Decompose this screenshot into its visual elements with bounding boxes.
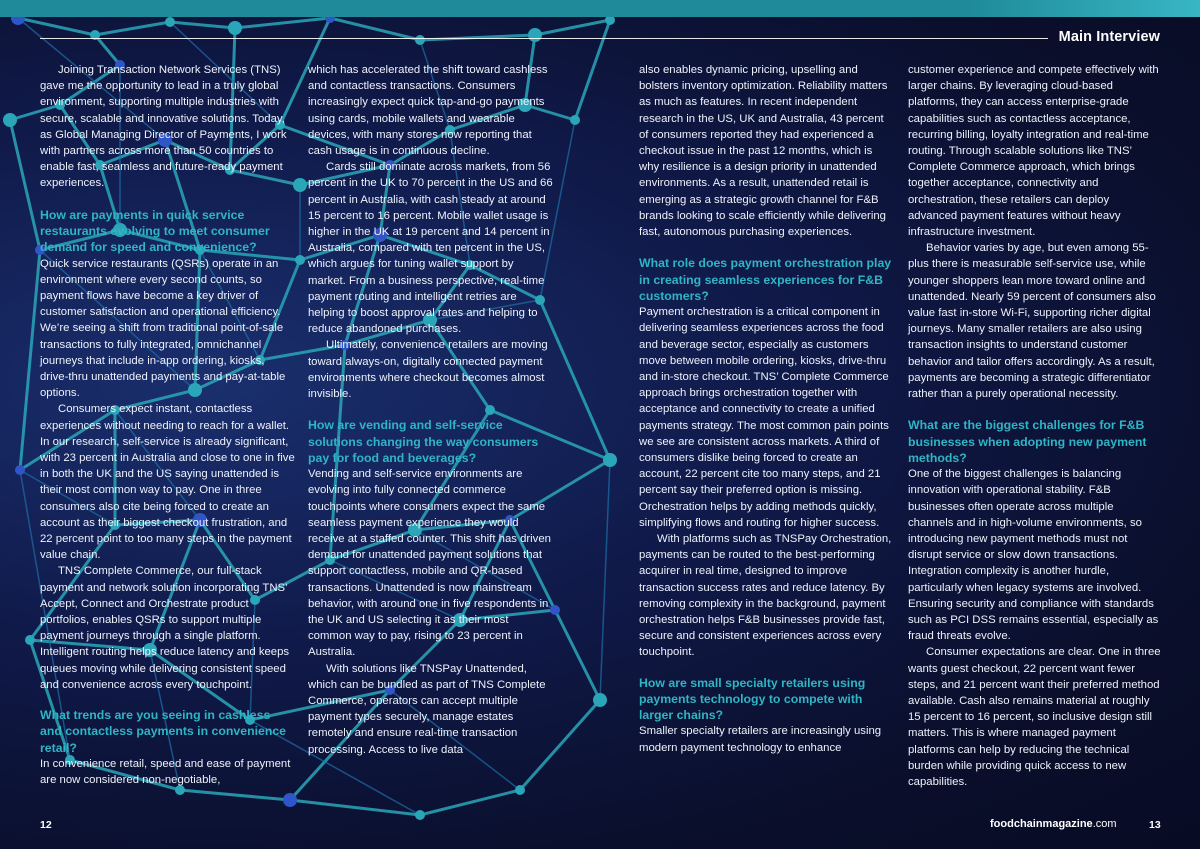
network-link [555,610,600,700]
column-4 [908,62,1161,790]
site-url-name: foodchainmagazine [990,818,1093,830]
body-paragraph: Behavior varies by age, but even among 55-plus there is measurable self-service use, while younger shoppers lean more toward online and unattended. Nearly 59 percent of consumers also value fast in-store Wi-Fi, supporting richer digital journeys. Many smaller retailers are also using transaction insights to understand customer behavior and tailor offers accordingly. As a result, payments are becoming a strategic differentiator rather than a purely operational necessity. [908,242,1156,401]
network-link [575,20,610,120]
body-paragraph: With platforms such as TNSPay Orchestration, payments can be routed to the best-performing acquirer in real time, designed to improve transaction success rates and reduce latency. By removing complexity in the background, payment orchestration helps F&B businesses provide fast, secure and consistent experiences across every touchpoint. [639,532,892,659]
top-accent-bar-highlight [970,0,1200,17]
body-paragraph: Joining Transaction Network Services (TNS) gave me the opportunity to lead in a truly global environment, supporting multiple industries with secure, scalable and innovative solutions. Today, as Global Managing Director of Payments, I work with partners across more than 50 countries to enable fast, seamless and future-ready payment experiences. [40,64,287,190]
network-node [25,635,35,645]
body-paragraph: Quick service restaurants (QSRs) operate in an environment where every second counts, so payment flows have become a key driver of customer satisfaction and operational efficiency. We’re seeing a shift from traditional point-of-sale transactions to fully integrated, omnichannel journeys that include in-app ordering, kiosks, drive-thru unattended payments and pay-at-table options. [40,257,286,400]
network-node [528,28,542,42]
network-node [293,178,307,192]
body-paragraph: also enables dynamic pricing, upselling and bolsters inventory optimization. Reliability matters as much as features. In recent independent research in the US, UK and Australia, 43 percent of consumers reported they had experienced a checkout issue in the past 12 months, which is why resilience is a design priority in unattended environments. As a result, unattended retail is emerging as a strategic growth channel for F&B brands looking to scale efficiently while delivering fast, autonomous purchasing experiences. [639,64,888,239]
network-node [228,21,242,35]
body-paragraph: Consumer expectations are clear. One in three wants guest checkout, 22 percent want fewer steps, and 21 percent want their preferred method available. Cash also remains material at roughly 15 percent to 16 percent, so inclusive design still matters. This is where managed payment platforms can help by reducing the technical burden while providing quick access to new capabilities. [908,646,1161,789]
network-link [600,460,610,700]
body-paragraph: In convenience retail, speed and ease of payment are now considered non-negotiable, [40,757,291,787]
network-node [165,17,175,27]
network-link [95,35,120,65]
network-link [235,18,330,28]
header-divider [40,38,1048,39]
body-paragraph: customer experience and compete effectively with larger chains. By leveraging cloud-based platforms, they can access enterprise-grade capabilities such as contactless acceptance, recurring billing, loyalty integration and real-time routing. Through scalable solutions like TNS’ Complete Commerce approach, which brings together acceptance, connectivity and orchestration, these retailers can deploy advanced payment features without heavy infrastructure investment. [908,64,1159,239]
section-label: Main Interview [1058,29,1160,45]
network-link [18,18,95,35]
question-heading: What trends are you seeing in cashless and contactless payments in convenience retail? [40,708,287,755]
network-node [295,255,305,265]
body-paragraph: With solutions like TNSPay Unattended, which can be bundled as part of TNS Complete Commerce, operators can accept multiple payment types securely, manage estates remotely and ensure real-time transaction processing. Access to live data [308,662,546,756]
network-node [515,785,525,795]
network-link [170,22,235,28]
network-node [570,115,580,125]
network-link [330,18,420,40]
network-node [283,793,297,807]
question-heading: What role does payment orchestration play in creating seamless experiences for F&B customers? [639,256,892,303]
body-paragraph: Smaller specialty retailers are increasingly using modern payment technology to enhance [639,725,882,754]
body-paragraph: Ultimately, convenience retailers are moving toward always-on, digitally connected payment environments where checkout becomes almost invisible. [308,339,548,401]
page-number-right: 13 [1149,819,1161,831]
network-link [420,790,520,815]
network-link [95,22,170,35]
network-node [593,693,607,707]
site-url [990,818,1117,830]
network-link [20,250,40,470]
question-heading: How are payments in quick service restaurants evolving to meet consumer demand for speed and convenience? [40,207,270,255]
network-link [10,120,40,250]
body-paragraph: TNS Complete Commerce, our full-stack payment and network solution incorporating TNS’ Accept, Connect and Orchestrate product portfolios, enables QSRs to support multiple payment journeys through a single platform. Intelligent routing helps reduce latency and keeps queues moving while delivering consistent speed and convenience across every touchpoint. [40,565,290,691]
network-link [290,800,420,815]
network-node [415,35,425,45]
body-paragraph: Vending and self-service environments are evolving into fully connected commerce touchpoints where consumers expect the same seamless payment experience they would receive at a staffed counter. This shift has driven demand for unattended payment solutions that support contactless, mobile and QR-based transactions. Unattended is now mainstream behavior, with around one in five respondents in the UK and US selecting it as their most common way to pay, rising to 23 percent in Australia. [308,468,551,659]
network-node [15,465,25,475]
body-paragraph: One of the biggest challenges is balancing innovation with operational stability. F&B businesses often operate across multiple channels and in high-volume environments, so introducing new payment methods must not disrupt service or slow down transactions. Integration complexity is another hurdle, particularly when legacy systems are involved. Ensuring security and compliance with standards such as PCI DSS remains essential, especially as fraud threats evolve. [908,468,1159,643]
column-3 [639,62,892,756]
question-heading: What are the biggest challenges for F&B businesses when adopting new payment methods? [908,418,1147,465]
question-heading: How are small specialty retailers using payments technology to compete with larger chains? [639,675,866,723]
network-link [180,790,290,800]
body-paragraph: Cards still dominate across markets, from 56 percent in the UK to 70 percent in the US and 66 percent in Australia, with cash steady at around 15 percent to 16 percent. Mobile wallet usage is higher in the UK at 19 percent and 14 percent in Australia, compared with ten percent in the US, which argues for tuning wallet support by market. From a business perspective, real-time payment routing and intelligent retries are helping to boost approval rates and helping to reduce abandoned purchases. [308,161,553,336]
column-2 [308,62,554,758]
network-node [3,113,17,127]
body-paragraph: Consumers expect instant, contactless experiences without needing to reach for a wallet. In our research, self-service is already significant, with 23 percent in Australia and close to one in five in both the UK and the US saying unattended is their most common way to pay. One in three consumers also cite being forced to create an account as their biggest checkout frustration, and 22 percent point to too many steps in the payment value chain. [40,403,295,562]
page-number-left: 12 [40,819,52,831]
network-link [535,20,610,35]
body-paragraph: which has accelerated the shift toward cashless and contactless transactions. Consumers increasingly expect quick tap-and-go payments using cards, mobile wallets and wearable devices, with many stores now reporting that cash usage is in continuous decline. [308,64,548,158]
column-1 [40,62,295,788]
question-heading: How are vending and self-service solutions changing the way consumers pay for food and beverages? [308,418,539,465]
site-url-tld: .com [1092,818,1117,830]
network-node [603,453,617,467]
network-node [415,810,425,820]
body-paragraph: Payment orchestration is a critical component in delivering seamless experiences across the food and beverage sector, especially as customers move between mobile ordering, kiosks, drive-thru and in-store checkout. TNS’ Complete Commerce approach brings orchestration together with acceptance and connectivity to create a unified payments strategy. The most common pain points we see are consistent across markets. A third of consumers dislike being forced to create an account, 22 percent cite too many steps, and 21 percent say their preferred option is missing. Orchestration helps by adding methods quickly, simplifying flows and routing for higher success. [639,306,889,529]
